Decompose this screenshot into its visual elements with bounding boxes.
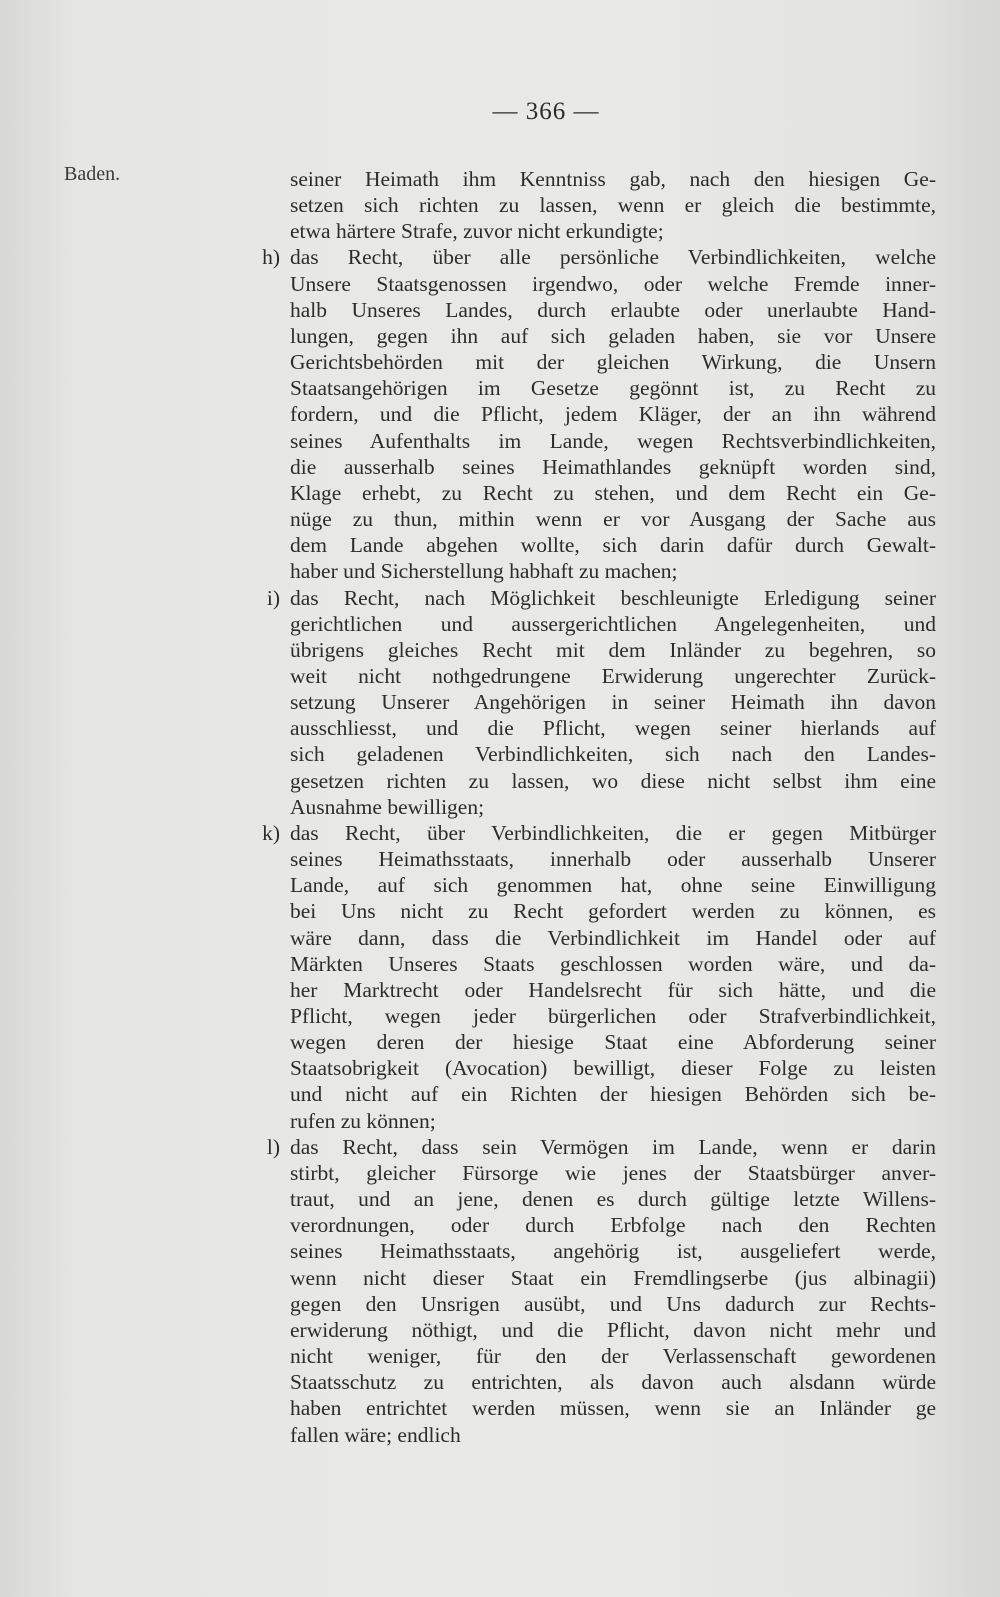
item-marker: k) [262,820,280,845]
text-line: wenn nicht dieser Staat ein Fremdlingserbe (jus albinagii) [290,1265,936,1290]
text-line: gerichtlichen und aussergerichtlichen Angelegenheiten, und [290,611,936,636]
text-line: rufen zu können; [290,1108,436,1133]
page-number: — 366 — [492,98,600,125]
text-line: sich geladenen Verbindlichkeiten, sich nach den Landes- [290,742,936,767]
text-line: halb Unseres Landes, durch erlaubte oder unerlaubte Hand- [290,297,936,322]
text-line: Gerichtsbehörden mit der gleichen Wirkung, die Unsern [290,350,936,375]
text-line: Lande, auf sich genommen hat, ohne seine Einwilligung [290,873,936,898]
item-marker: i) [266,585,280,610]
text-line: wegen deren der hiesige Staat eine Abforderung seiner [290,1030,936,1055]
text-line: haben entrichtet werden müssen, wenn sie an Inländer ge [290,1396,936,1421]
list-item [246,1134,936,1448]
text-line: fordern, und die Pflicht, jedem Kläger, der an ihn während [290,402,936,427]
text-line: nicht weniger, für den der Verlassenschaft gewordenen [290,1344,936,1369]
list-item [246,585,936,820]
text-line: fallen wäre; endlich [290,1422,461,1447]
text-line: die ausserhalb seines Heimathlandes geknüpft worden sind, [290,454,936,479]
list-item [246,820,936,1134]
text-line: weit nicht nothgedrungene Erwiderung ungerechter Zurück- [290,663,936,688]
text-line: Ausnahme bewilligen; [290,794,485,819]
text-line: erwiderung nöthigt, und die Pflicht, davon nicht mehr und [290,1317,936,1342]
list-item [246,166,936,244]
text-line: wäre dann, dass die Verbindlichkeit im Handel oder auf [290,925,936,950]
text-line: bei Uns nicht zu Recht gefordert werden zu können, es [290,899,936,924]
text-line: setzen sich richten zu lassen, wenn er gleich die bestimmte, [290,193,936,218]
text-line: gegen den Unsrigen ausübt, und Uns dadurch zur Rechts- [290,1291,936,1316]
text-line: das Recht, über Verbindlichkeiten, die er gegen Mitbürger [290,820,936,845]
text-line: Unsere Staatsgenossen irgendwo, oder welche Fremde inner- [290,271,936,296]
text-line: dem Lande abgehen wollte, sich darin dafür durch Gewalt- [290,533,936,558]
text-line: Staatsangehörigen im Gesetze gegönnt ist, zu Recht zu [290,376,936,401]
text-line: Märkten Unseres Staats geschlossen worden wäre, und da- [290,951,936,976]
text-line: stirbt, gleicher Fürsorge wie jenes der Staatsbürger anver- [290,1160,936,1185]
text-line: verordnungen, oder durch Erbfolge nach den Rechten [290,1213,936,1238]
text-line: das Recht, nach Möglichkeit beschleunigte Erledigung seiner [290,585,936,610]
text-line: gesetzen richten zu lassen, wo diese nicht selbst ihm eine [290,768,936,793]
text-line: Staatsobrigkeit (Avocation) bewilligt, dieser Folge zu leisten [290,1056,936,1081]
text-line: lungen, gegen ihn auf sich geladen haben, sie vor Unsere [290,323,936,348]
text-line: und nicht auf ein Richten der hiesigen Behörden sich be- [290,1082,936,1107]
text-line: Klage erhebt, zu Recht zu stehen, und dem Recht ein Ge- [290,480,936,505]
text-line: seiner Heimath ihm Kenntniss gab, nach den hiesigen Ge- [290,167,936,191]
text-line: her Marktrecht oder Handelsrecht für sich hätte, und die [290,977,936,1002]
text-line: das Recht, dass sein Vermögen im Lande, wenn er darin [290,1134,936,1159]
text-line: Pflicht, wegen jeder bürgerlichen oder Strafverbindlichkeit, [290,1004,936,1028]
text-line: Staatsschutz zu entrichten, als davon auch alsdann würde [290,1370,936,1395]
text-line: traut, und an jene, denen es durch gültige letzte Willens- [290,1187,936,1212]
text-line: seines Heimathsstaats, innerhalb oder ausserhalb Unserer [290,847,936,872]
text-line: seines Heimathsstaats, angehörig ist, ausgeliefert werde, [290,1239,936,1264]
text-line: seines Aufenthalts im Lande, wegen Rechtsverbindlichkeiten, [290,428,936,453]
text-line: übrigens gleiches Recht mit dem Inländer zu begehren, so [290,637,936,662]
text-line: setzung Unserer Angehörigen in seiner Heimath ihn davon [290,690,936,715]
text-line: nüge zu thun, mithin wenn er vor Ausgang der Sache aus [290,507,936,532]
margin-note: Baden. [64,163,121,185]
item-marker: l) [266,1134,280,1159]
text-line: ausschliesst, und die Pflicht, wegen seiner hierlands auf [290,716,936,741]
text-line: haber und Sicherstellung habhaft zu machen; [290,559,678,584]
text-line: etwa härtere Strafe, zuvor nicht erkundigte; [290,219,664,244]
list-item [246,244,936,584]
text-line: das Recht, über alle persönliche Verbindlichkeiten, welche [290,245,936,270]
item-marker: h) [262,245,280,270]
body-text [246,166,936,1448]
